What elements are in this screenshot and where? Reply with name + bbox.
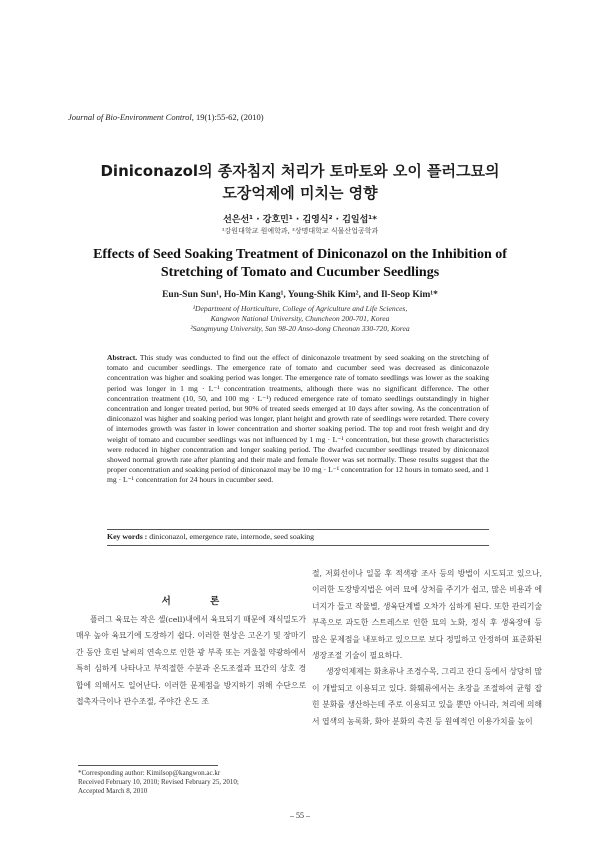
abstract-text: This study was conducted to find out the effect of diniconazole treatment by seed soaking on the stretching of tomato and cucumber seedlings. The emergence rate of tomato and cucumber seed was decreased as diniconazole concentration was higher and soaking period was longer. The emergence rate of tomato seedlings was lower as the soaking period was longer in 1 mg · L⁻¹ concentration treatments, although there was no significant difference. The other concentration treatment (10, 50, and 100 mg · L⁻¹) reduced emergence rate of tomato seedlings outstandingly in higher concentration and longer treated period, but 90% of treated seeds emerged at 10 days after sowing. As the concentration of diniconazol was higher and soaking period was longer, plant height and growth rate of seedlings were retarded. There covery of internodes growth was faster in lower concentration and shorter soaking period. The top and root fresh weight and dry weight of tomato and cucumber seedlings was not influenced by 1 mg · L⁻¹ concentration, but these growth characteristics were reduced in higher concentration and longer soaking period. The dwarfed cucumber seedlings treated by diniconazol showed normal growth rate after planting and their male and female flower was set normally. These results suggest that the proper concentration and soaking period of diniconazol may be 10 mg · L⁻¹ concentration for 12 hours in tomato seed, and 1 mg · L⁻¹ concentration for 24 hours in cucumber seed. <box>107 353 489 485</box>
abstract <box>107 353 489 486</box>
footnote-received: Received February 10, 2010; Revised February 25, 2010; <box>78 777 239 786</box>
footnote-accepted: Accepted March 8, 2010 <box>78 786 148 795</box>
journal-citation <box>68 112 264 122</box>
journal-volume: 19(1):55-62, (2010) <box>196 112 264 122</box>
abstract-label: Abstract. <box>107 353 138 362</box>
korean-title <box>0 160 600 204</box>
footnote-rule <box>78 765 218 766</box>
left-column <box>76 612 306 710</box>
affiliation-2: Kangwon National University, Chuncheon 200-701, Korea <box>210 314 390 323</box>
keywords-top-rule <box>107 529 489 530</box>
footnote-corresponding: *Corresponding author: Kimilsop@kangwon.ac.kr <box>78 769 221 777</box>
keywords <box>107 532 489 541</box>
korean-affiliations: ¹강원대학교 원예학과, ²상명대학교 식물산업공학과 <box>221 227 379 235</box>
english-authors: Eun-Sun Sun¹, Ho-Min Kang¹, Young-Shik Kim², and Il-Seop Kim¹* <box>162 290 438 300</box>
korean-title-line1: Diniconazol의 종자침지 처리가 토마토와 오이 플러그묘의 <box>100 162 500 180</box>
footnote <box>78 769 293 795</box>
section-heading-introduction: 서 론 <box>161 596 238 607</box>
english-title <box>0 246 600 282</box>
affiliation-1: ¹Department of Horticulture, College of Agriculture and Life Sciences, <box>192 304 408 313</box>
english-affiliations <box>0 304 600 334</box>
keywords-label: Key words : <box>107 532 148 541</box>
english-title-line1: Effects of Seed Soaking Treatment of Diniconazol on the Inhibition of <box>93 247 507 262</box>
korean-title-line2: 도장억제에 미치는 영향 <box>222 184 378 202</box>
keywords-text: diniconazol, emergence rate, internode, seed soaking <box>149 532 315 541</box>
keywords-bottom-rule <box>107 545 489 546</box>
right-paragraph-1: 절, 저회선이나 일몰 후 적색광 조사 등의 방법이 시도되고 있으나, 이러한 도장방지법은 여러 묘에 상처를 주기가 쉽고, 많은 비용과 에너지가 들고 작물별, 생육단계별 오차가 심하게 된다. 또한 관리기술 부족으로 과도한 스트레스로 인한 묘의 노화, 정식 후 생육장애 등 많은 문제점을 내포하고 있으므로 보다 정밀하고 안정하며 표준화된 생장조절 기술이 필요하다. <box>312 569 542 661</box>
left-paragraph-1: 플러그 육묘는 작은 셀(cell)내에서 육묘되기 때문에 재식밀도가 매우 높아 육묘기에 도장하기 쉽다. 이러한 현상은 고온기 및 장마기간 동안 흐린 날씨의 연속으로 인한 광 부족 또는 겨울철 약광하에서 특히 심하게 나타나고 부적절한 수분과 온도조절과 묘간의 상호 경합에 의해서도 일어난다. 이러한 문제점을 방지하기 위해 수단으로 접촉자극이나 관수조절, 주야간 온도 조 <box>76 615 306 707</box>
right-paragraph-2: 생장억제제는 화초류나 조경수목, 그리고 잔디 등에서 상당히 많이 개발되고 이용되고 있다. 화훼류에서는 초장을 조절하여 균형 잡힌 분화를 생산하는데 주로 이용되고 있을 뿐만 아니라, 처리에 의해서 엽색의 농록화, 화아 분화의 촉진 등 원예적인 이용가치를 높이 <box>312 667 542 726</box>
korean-authors: 선은선¹ · 강호민¹ · 김영식² · 김일섭¹* <box>223 215 377 225</box>
right-column <box>312 566 542 730</box>
page-number: – 55 – <box>290 811 310 820</box>
english-title-line2: Stretching of Tomato and Cucumber Seedlings <box>160 265 440 280</box>
affiliation-3: ²Sangmyung University, San 98-20 Anso-dong Cheonan 330-720, Korea <box>190 324 410 333</box>
journal-name: Journal of Bio-Environment Control, <box>68 112 194 122</box>
